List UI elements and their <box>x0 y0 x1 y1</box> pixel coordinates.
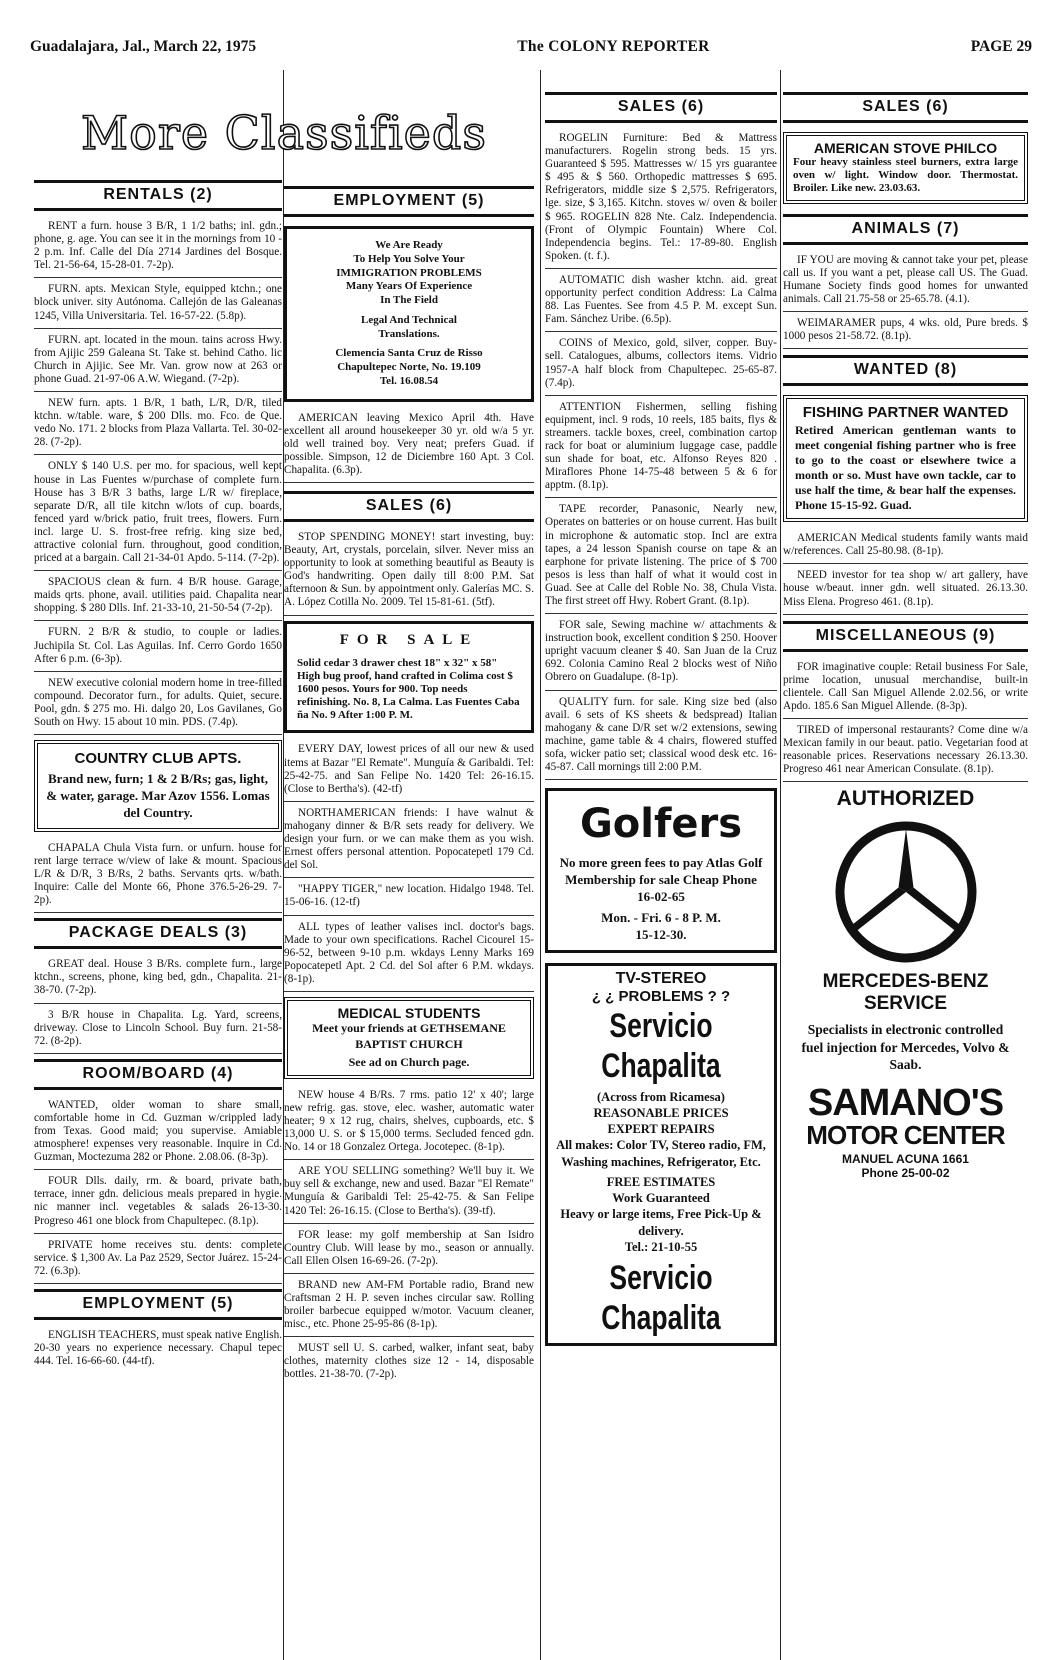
section-head: EMPLOYMENT (5) <box>34 1289 282 1320</box>
list-item: "HAPPY TIGER," new location. Hidalgo 1948. Tel. 15-06-16. (12-tf) <box>284 883 534 915</box>
list-item: 3 B/R house in Chapalita. Lg. Yard, screens, driveway. Close to Lincoln School. Buy furn. 21-58-72. (8-2p). <box>34 1009 282 1054</box>
column-4 <box>783 92 1028 1180</box>
business-name: Chapalita <box>601 1046 721 1085</box>
ad-body: Specialists in electronic controlled fuel injection for Mercedes, Volvo & Saab. <box>801 1022 1010 1073</box>
medical-students-ad <box>284 997 534 1079</box>
list-item: IF YOU are moving & cannot take your pet, please call us. If you want a pet, please call US. The Guad. Humane Society finds good homes for unwanted animals. Call 21.75-58 or 25-65.78. (4.1). <box>783 254 1028 312</box>
ad-line: FREE ESTIMATES <box>606 1174 716 1189</box>
newspaper-title: The COLONY REPORTER <box>517 38 710 55</box>
list-item: NEW furn. apts. 1 B/R, 1 bath, L/R, D/R, tiled ktchn. w/table. ware, $ 200 Dlls. mo. Fco. de Que. vedo No. 171. 2 blocks from Plaza Vallarta. Tel. 30-02-28. (7-2p). <box>34 397 282 455</box>
ad-title: FISHING PARTNER WANTED <box>802 404 1009 422</box>
ad-line: REASONABLE PRICES <box>593 1105 729 1120</box>
page-number: PAGE 29 <box>970 38 1032 55</box>
ad-line: To Help You Solve Your <box>353 252 465 265</box>
column-2 <box>284 186 534 1392</box>
ad-subtitle: ¿ ¿ PROBLEMS ? ? <box>591 987 731 1005</box>
list-item: FOR imaginative couple: Retail business For Sale, prime location, unusual merchandise, built-in clientele. Call San Miguel Allende 2.02.56, or write Apdo. 185.6 San Miguel Allende. (8-3p). <box>783 661 1028 719</box>
ad-line: (Across from Ricamesa) <box>597 1089 725 1104</box>
ad-body: Brand new, furn; 1 & 2 B/Rs; gas, light, & water, garage. Mar Azov 1556. Lomas del Country. <box>46 771 270 820</box>
immigration-ad <box>284 226 534 402</box>
column-rule <box>540 70 541 1660</box>
list-item: NEW executive colonial modern home in tree-filled compound. Decorator furn., for adults. Quiet, secure. Pool, gdn. $ 275 mo. Hi. dalgo 20, Los Gavilanes, Go South on Hwy. 15 about 10 min. PDS. (7.4p). <box>34 677 282 735</box>
ad-line: Legal And Technical <box>361 313 457 326</box>
list-item: QUALITY furn. for sale. King size bed (also avail. 6 sets of KS sheets & bedspread) Italian mahogany & cane D/R set w/2 extensions, sewing machine, game table & 4 chairs, flowered stuffed sofa, wicker patio set; classical wood desk etc. 16-45-87. Call mornings till 2:00 P.M. <box>545 696 777 781</box>
ad-line: Tel. 16.08.54 <box>379 374 439 387</box>
ad-line: We Are Ready <box>375 239 443 251</box>
list-item: FURN. apt. located in the moun. tains across Hwy. from Ajijic 259 Galeana St. Take st. behind Catho. lic Church in Ajijic. See Mr. Van. grow now at 263 or phone Guad. 21-97-06 A.W. Wiegand. (7-2p). <box>34 334 282 392</box>
ad-address: MANUEL ACUNA 1661 <box>842 1151 969 1166</box>
ad-title: AMERICAN STOVE PHILCO <box>813 140 998 156</box>
list-item: COINS of Mexico, gold, silver, copper. Buy-sell. Catalogues, albums, collectors items. Vidrio 1957-A half block from Chapultepec. 25-65-87. (7.4p). <box>545 337 777 395</box>
business-name: Chapalita <box>601 1299 721 1338</box>
ad-body: No more green fees to pay Atlas Golf Membership for sale Cheap Phone 16-02-65 <box>559 855 763 904</box>
ad-body: Four heavy stainless steel burners, extra large oven w/ light. Window door. Thermostat. Broiler. Like new. 23.03.63. <box>793 156 1018 195</box>
ad-title: COUNTRY CLUB APTS. <box>74 750 242 768</box>
ad-line: Translations. <box>378 327 440 340</box>
list-item: ONLY $ 140 U.S. per mo. for spacious, well kept house in Las Fuentes w/purchase of complete furn. House has 3 B/R 3 baths, large L/R w/ fireplace, separate D/R, all tile kitchn w/lots of cup. boards, fenced yard w/brick patio, fruit trees, flowers. Furn. incl. large U. S. frost-free refrig. king size bed, attractive colonial furn. throughout, good condition, priced at a bargain. Call 21-34-01 Apdo. 5-114. (7-2p). <box>34 460 282 571</box>
section-head: ANIMALS (7) <box>783 214 1028 245</box>
ad-line: IMMIGRATION PROBLEMS <box>336 266 482 279</box>
column-rule <box>780 70 781 1660</box>
list-item: NEW house 4 B/Rs. 7 rms. patio 12' x 40'; large new refrig. gas. stove, elec. washer, automatic water heater; 9 x 12 rug, chairs, shelves, cupboards, etc. $ 13,000 U. S. or $ 15,000 terms. Secluded fenced gdn. No. 14 or 18 Gonzalez Ortega. Jocotepec. (8-1p). <box>284 1089 534 1160</box>
ad-line: EXPERT REPAIRS <box>607 1122 715 1137</box>
list-item: PRIVATE home receives stu. dents: complete service. $ 1,300 Av. La Paz 2529, Sector Juárez. 15-24-72. (6.3p). <box>34 1239 282 1284</box>
list-item: ROGELIN Furniture: Bed & Mattress manufacturers. Rogelin strong beds. 15 yrs. Guaranteed $ 595. Mattresses w/ 15 yrs guarantee $ 495 & $ 560. Orthopedic mattresses $ 695. Refrigerators, middle size $ 2,575. Refrigerators, lge. size, $ 3,165. Kitchn. stoves w/ oven & boiler $ 965. ROGELIN 828 Nte. Calz. Independencia. (Front of Olympic Fountain) Where Col. Independencia begins. Tel.: 17-89-80. English Spoken. (t. f.). <box>545 132 777 269</box>
ad-title: AUTHORIZED <box>836 787 975 811</box>
ad-title: FOR SALE <box>339 631 479 648</box>
list-item: FURN. 2 B/R & studio, to couple or ladies. Juchipila St. Col. Las Aguilas. Inf. Cerro Gordo 1650 After 6 p.m. (6-3p). <box>34 626 282 671</box>
motor-center-logo: MOTOR CENTER <box>806 1119 1005 1150</box>
list-item: FOUR Dlls. daily, rm. & board, private bath, terrace, inner gdn. delicious meals prepared in hygie. nic manner incl. vegetables & salads 26-13-30. Progreso 461 one block from Chapultepec. (8.1p). <box>34 1175 282 1233</box>
list-item: FURN. apts. Mexican Style, equipped ktchn.; one block univer. sity Autónoma. Callejón de las Galeanas 1245, Villa Universitaria. Tel. 16-57-22. (5.8p). <box>34 283 282 328</box>
list-item: ALL types of leather valises incl. doctor's bags. Made to your own specifications. Rachel Cicourel 15-96-52, between 9-10 p.m. wkdays Lenny Marks 169 Popocatepetl Apt. 2 Cd. del Sol after 6 P.M. wkdays. (8-1p). <box>284 921 534 992</box>
philco-ad <box>783 132 1028 204</box>
list-item: TAPE recorder, Panasonic, Nearly new, Operates on batteries or on house current. Has built in microphone & automatic stop. Incl are extra tapes, a 24 lesson Spanish course on tape & an earphone for private listening. The price of $ 700 pesos is less than half of what it would cost in Guad. See at Calle del Roble No. 38, Chula Vista. The first street off Hwy. Robert Grant. (8.1p). <box>545 503 777 614</box>
list-item: TIRED of impersonal restaurants? Come dine w/a Mexican family in our beaut. patio. Vegetarian food at reasonable prices. Reservations necessary 26.13.30. Progreso 461 near American Consulate. (8.1p). <box>783 724 1028 782</box>
business-name: Servicio <box>609 1259 713 1298</box>
banner-area <box>34 82 534 182</box>
country-club-ad <box>34 740 282 832</box>
tv-stereo-ad <box>545 963 777 1347</box>
list-item: EVERY DAY, lowest prices of all our new & used items at Bazar "El Remate". Munguía & Garibaldi. Tel: 25-42-75. and San Felipe No. 1420 Tel: 26-16.15. (Close to Bertha's). (42-tf) <box>284 743 534 801</box>
ad-line: Tel.: 21-10-55 <box>624 1239 698 1254</box>
ad-body: Retired American gentleman wants to meet congenial fishing partner who is free to go to the coast or elsewhere twice a month or so. Must have own tackle, car to use half the time, & bear half the expenses. Phone 15-15-92. Guad. <box>795 423 1016 513</box>
for-sale-ad <box>284 621 534 734</box>
ad-hours: Mon. - Fri. 6 - 8 P. M. <box>601 909 721 925</box>
column-3 <box>545 92 777 1356</box>
ad-phone: Phone 25-00-02 <box>861 1165 950 1180</box>
section-head: SALES (6) <box>284 491 534 522</box>
section-head: RENTALS (2) <box>34 180 282 211</box>
list-item: FOR sale, Sewing machine w/ attachments & instruction book, excellent condition $ 250. Hoover upright vacuum cleaner $ 40. San Juan de la Cruz 692. Colonia Camino Real 2 blocks west of Niño Obrero on Guadalupe. (8-1p). <box>545 619 777 690</box>
list-item: MUST sell U. S. carbed, walker, infant seat, baby clothes, maternity clothes size 12 - 14, disposable bottles. 21-38-70. (7-2p). <box>284 1342 534 1381</box>
ad-body: Solid cedar 3 drawer chest 18" x 32" x 58" High bug proof, hand crafted in Colima cost $ 1600 pesos. Yours for 900. Top needs refinishing. No. 8, La Calma. Las Fuentes Caba ña No. 9 After 1:00 P. M. <box>297 656 520 722</box>
section-head: SALES (6) <box>545 92 777 123</box>
list-item: STOP SPENDING MONEY! start investing, buy: Beauty, Art, crystals, porcelain, silver. Never miss an opportunity to look at something beautiful as Beauty is God's handwriting. Open daily till 8:00 P.M. Sat afternoon & Sun. by appointment only. Galerías MC. S. A. López Cotilla No. 2009. Tel 15-81-61. (5tf). <box>284 531 534 616</box>
list-item: NORTHAMERICAN friends: I have walnut & mahogany dinner & B/R sets ready for delivery. We design your furn. or we can make them as you wish. Ernest offers personal attention. Popocatepetl 179 Cd. del Sol. <box>284 807 534 878</box>
samanos-logo: SAMANO'S <box>807 1081 1004 1124</box>
ad-line: Many Years Of Experience <box>345 280 473 293</box>
list-item: AMERICAN Medical students family wants maid w/references. Call 25-80.98. (8-1p). <box>783 532 1028 564</box>
ad-line: All makes: Color TV, Stereo radio, FM, Washing machines, Refrigerator, Etc. <box>556 1138 766 1169</box>
ad-line: Clemencia Santa Cruz de Risso <box>335 347 483 360</box>
business-name: Servicio <box>609 1006 713 1045</box>
ad-title: TV-STEREO <box>615 969 707 987</box>
list-item: RENT a furn. house 3 B/R, 1 1/2 baths; inl. gdn.; phone, g. age. You can see it in the mornings from 10 - 2 p.m. Inf. Calle del Día 2714 Jardines del Bosque. Tel. 21-56-64, 15-28-01. 7-2p). <box>34 220 282 278</box>
ad-line: Chapultepec Norte, No. 19.109 <box>337 361 481 373</box>
list-item: WEIMARAMER pups, 4 wks. old, Pure breds. $ 1000 pesos 21-58.72. (8.1p). <box>783 317 1028 349</box>
list-item: FOR lease: my golf membership at San Isidro Country Club. Will lease by mo., season or annually. Call Ellen Olsen 16-69-26. (7-2p). <box>284 1229 534 1274</box>
mercedes-ad <box>783 787 1028 1179</box>
column-1 <box>34 180 282 1378</box>
ad-body: Meet your friends at GETHSEMANE BAPTIST CHURCH <box>312 1020 506 1051</box>
section-head: ROOM/BOARD (4) <box>34 1059 282 1090</box>
dateline: Guadalajara, Jal., March 22, 1975 <box>30 38 257 55</box>
list-item: ATTENTION Fishermen, selling fishing equipment, incl. 9 rods, 10 reels, 185 baits, flys & streamers. tackle boxes, creel, combination cartop rack for boat or aluminium luggage case, paddle sun shade for boat, etc. Alfonso Reyes 820 . Miraflores Phone 14-75-48 between 5 & 6 for apptm. (8.1p). <box>545 401 777 499</box>
section-head: WANTED (8) <box>783 355 1028 386</box>
list-item: AUTOMATIC dish washer ktchn. aid. great opportunity perfect condition Address: La Calma 88. Las Fuentes. See from 4.5 P. M. except Sun. Fam. Sánchez Uribe. (6.5p). <box>545 274 777 332</box>
ad-title: MEDICAL STUDENTS <box>337 1004 481 1021</box>
mercedes-star-icon <box>783 817 1028 967</box>
list-item: WANTED, older woman to share small, comfortable home in Cd. Guzman w/crippled lady from Texas. Good maid; you supervise. Amiable atmosphere! expenses very reasonable. Inquire in Cd. Guzman, Moctezuma 282 or Phone. 2.08.06. (8-3p). <box>34 1099 282 1170</box>
list-item: AMERICAN leaving Mexico April 4th. Have excellent all around housekeeper 30 yr. old w/a 5 yr. old well trained boy. Very neat; prefers Guad. if possible. Simpson, 12 de Diciembre 160 Apt. 3 Col. Chapalita. (6.3p). <box>284 412 534 483</box>
ad-footer: See ad on Church page. <box>348 1055 470 1070</box>
list-item: NEED investor for tea shop w/ art gallery, have house w/beaut. inner gdn. well situated. 26.13.30. Miss Elena. Progreso 461. (8.1p). <box>783 569 1028 614</box>
ad-line: Work Guaranteed <box>612 1191 710 1206</box>
list-item: SPACIOUS clean & furn. 4 B/R house. Garage, maids qrts. phone, avail. utilities paid. Chapalita near shopping. $ 280 Dlls. Inf. 21-33-10, 21-50-54 (7-2p). <box>34 576 282 621</box>
section-head: MISCELLANEOUS (9) <box>783 621 1028 652</box>
fishing-partner-ad <box>783 395 1028 522</box>
ad-line: Heavy or large items, Free Pick-Up & delivery. <box>560 1207 762 1238</box>
list-item: GREAT deal. House 3 B/Rs. complete furn., large ktchn., screens, phone, king bed, gdn., Chapalita. 21-38-70. (7-2p). <box>34 958 282 1003</box>
ad-brand: MERCEDES-BENZ SERVICE <box>822 971 989 1015</box>
list-item: ARE YOU SELLING something? We'll buy it. We buy sell & exchange, new and used. Bazar "El Remate" Munguía & Garibaldi Tel: 25-42-75. & San Felipe 1420 Tel: 26-16.15. (Close to Bertha's). (39-tf). <box>284 1165 534 1223</box>
masthead <box>30 36 1032 58</box>
ad-title: Golfers <box>579 801 743 848</box>
section-head: SALES (6) <box>783 92 1028 123</box>
ad-phone: 15-12-30. <box>635 926 687 942</box>
section-head: EMPLOYMENT (5) <box>284 186 534 217</box>
list-item: ENGLISH TEACHERS, must speak native English. 20-30 years no experience necessary. Chapul tepec 444. Tel. 16-66-60. (44-tf). <box>34 1328 282 1368</box>
list-item: CHAPALA Chula Vista furn. or unfurn. house for rent large terrace w/view of lake & mount. Spacious L/R & D/R, 3 B/Rs, 2 baths. Servants qrts. w/bath. Inquire: Calle del Monte 66, Phone 376.5-26-29. 7-2p). <box>34 842 282 913</box>
list-item: BRAND new AM-FM Portable radio, Brand new Craftsman 2 H. P. seven inches circular saw. Rolling broiler barbecue equipped w/motor. Vacuum cleaner, misc., etc. Phone 25-95-86 (8-1p). <box>284 1279 534 1337</box>
golfers-ad <box>545 788 777 952</box>
ad-line: In The Field <box>380 294 438 306</box>
banner-title: More Classifieds <box>81 106 487 160</box>
section-head: PACKAGE DEALS (3) <box>34 918 282 949</box>
